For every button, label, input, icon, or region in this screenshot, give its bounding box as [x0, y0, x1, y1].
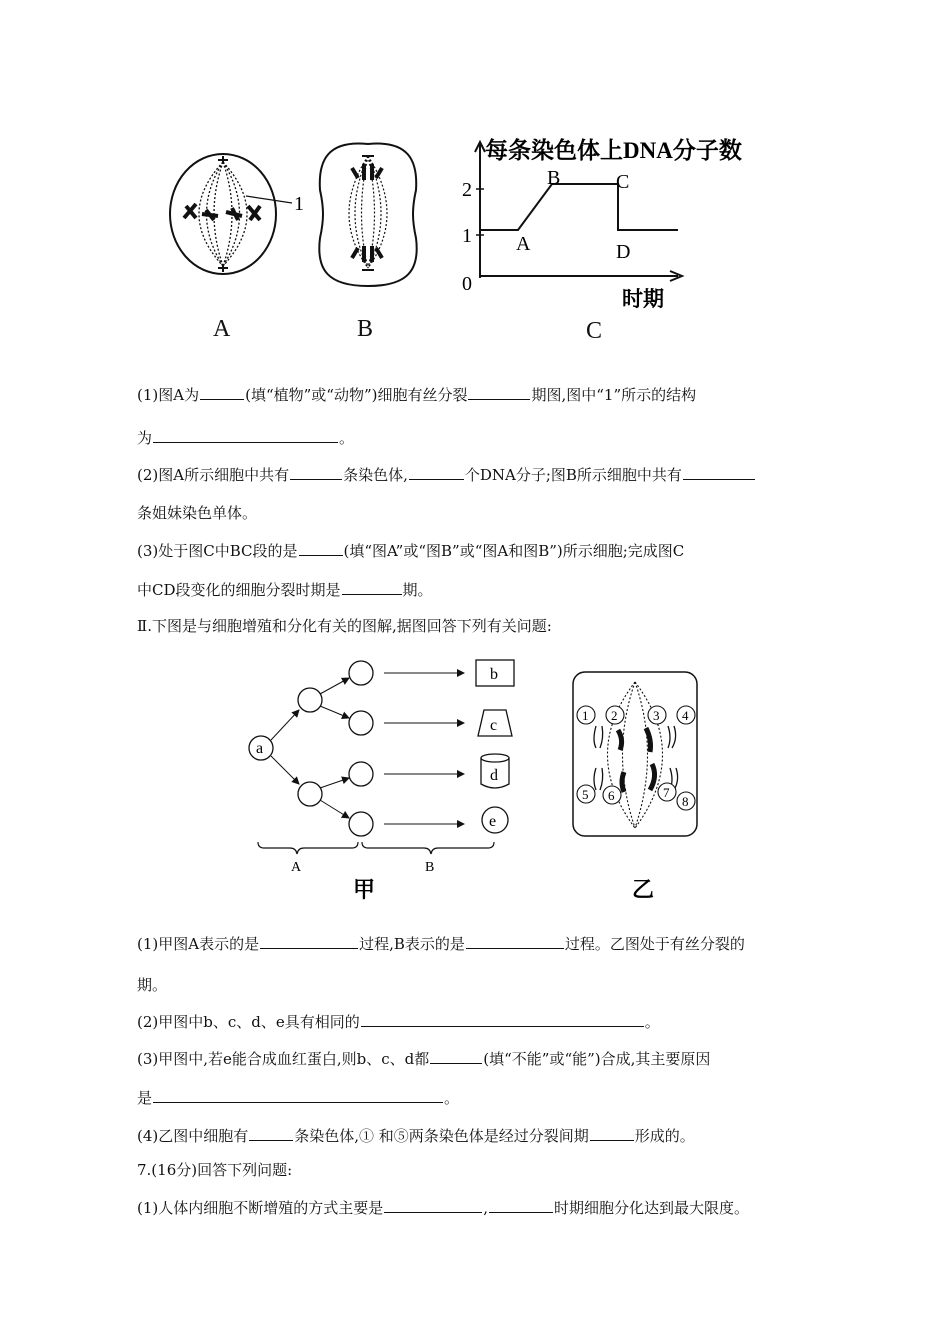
question-1-1-line-1: (1)图A为 (填“植物”或“动物”)细胞有丝分裂 期图,图中“1”所示的结构 — [137, 386, 697, 404]
cell-a-metaphase — [170, 154, 304, 274]
figure-2 — [240, 652, 710, 902]
chromosome-label-6: 6 — [608, 788, 615, 803]
question-2-4: (4)乙图中细胞有 条染色体,① 和⑤两条染色体是经过分裂间期 形成的。 — [137, 1127, 695, 1145]
figure-label-b: B — [357, 316, 374, 342]
chart-x-axis-label: 时期 — [622, 287, 664, 311]
chart-point-c: C — [616, 171, 630, 193]
question-1-3-line-1: (3)处于图C中BC段的是 (填“图A”或“图B”或“图A和图B”)所示细胞;完成图C — [137, 542, 685, 560]
cell-e-label: e — [489, 813, 497, 830]
figure-label-c: C — [586, 318, 603, 344]
chromosome-label-2: 2 — [611, 708, 618, 723]
diagram-yi — [573, 672, 697, 902]
pointer-label-1: 1 — [294, 193, 304, 215]
chart-y-axis-label: 每条染色体上DNA分子数 — [485, 138, 742, 163]
chromosome-label-5: 5 — [582, 787, 589, 802]
ytick-0: 0 — [462, 273, 472, 295]
chromosome-label-7: 7 — [663, 785, 670, 800]
ytick-1: 1 — [462, 225, 472, 247]
chart-point-b: B — [547, 167, 561, 189]
question-1-2-line-1: (2)图A所示细胞中共有 条染色体, 个DNA分子;图B所示细胞中共有 — [137, 465, 756, 484]
figure-1 — [150, 130, 850, 350]
graph-c — [462, 137, 742, 311]
diagram-jia — [249, 660, 514, 902]
chromosome-label-8: 8 — [682, 794, 689, 809]
question-3-1: (1)人体内细胞不断增殖的方式主要是 , 时期细胞分化达到最大限度。 — [137, 1199, 750, 1217]
figure-label-a: A — [213, 316, 231, 342]
question-2-1-line-2: 期。 — [137, 976, 168, 994]
cell-b-label: b — [490, 666, 498, 683]
question-1-3-line-2: 中CD段变化的细胞分裂时期是 期。 — [137, 581, 433, 599]
diagram-title-yi: 乙 — [632, 877, 655, 902]
question-1-2-line-2: 条姐妹染色单体。 — [137, 504, 258, 522]
diagram-title-jia: 甲 — [353, 877, 376, 902]
brace-label-a: A — [291, 860, 302, 875]
chart-point-a: A — [516, 233, 531, 255]
chart-point-d: D — [616, 241, 631, 263]
chromosome-label-4: 4 — [682, 708, 689, 723]
ytick-2: 2 — [462, 179, 472, 201]
question-2-3-line-1: (3)甲图中,若e能合成血红蛋白,则b、c、d都 (填“不能”或“能”)合成,其主要原因 — [137, 1050, 711, 1068]
question-2-3-line-2: 是 。 — [137, 1089, 460, 1107]
question-2-1-line-1: (1)甲图A表示的是 过程,B表示的是 过程。乙图处于有丝分裂的 — [137, 935, 745, 953]
question-1-1-line-2: 为 。 — [137, 429, 355, 447]
dna-per-chromosome-line — [480, 184, 678, 230]
part-2-heading: Ⅱ.下图是与细胞增殖和分化有关的图解,据图回答下列有关问题: — [137, 617, 552, 635]
cell-c-label: c — [490, 717, 498, 734]
brace-label-b: B — [425, 860, 435, 875]
cell-a-label: a — [256, 740, 264, 757]
question-2-2: (2)甲图中b、c、d、e具有相同的 。 — [137, 1013, 660, 1031]
chromosome-label-3: 3 — [653, 708, 660, 723]
chromosome-label-1: 1 — [582, 708, 589, 723]
cell-d-label: d — [490, 767, 498, 784]
part-3-heading: 7.(16分)回答下列问题: — [137, 1161, 293, 1179]
cell-b-anaphase — [319, 143, 416, 286]
